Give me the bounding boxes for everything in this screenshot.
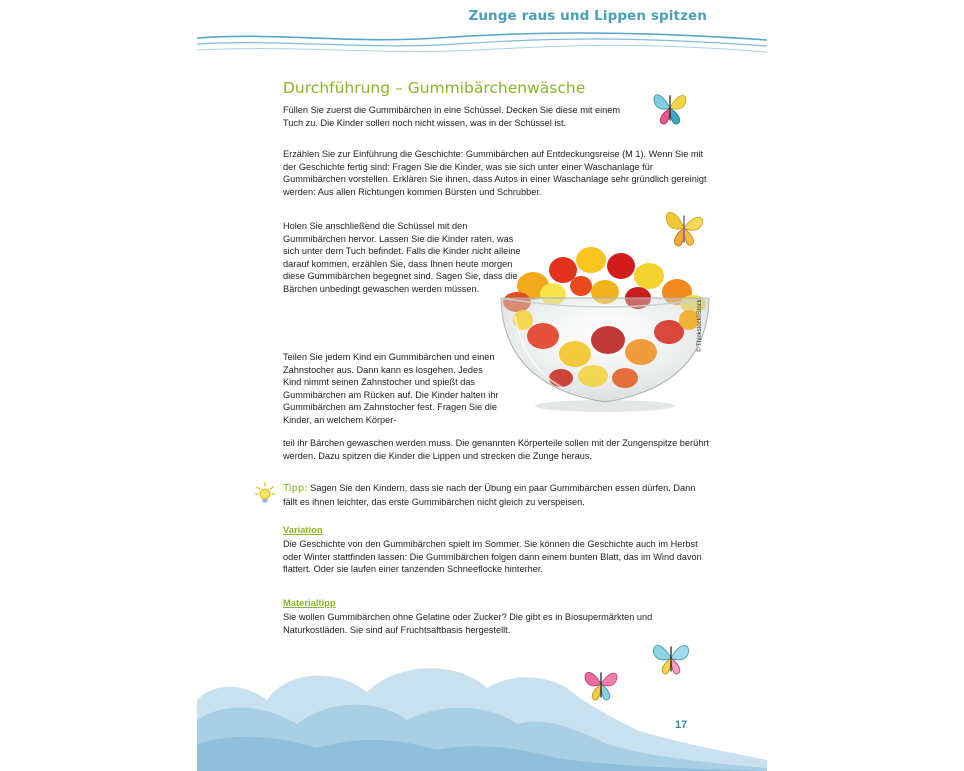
paragraph-reveal: Holen Sie anschließend die Schüssel mit den Gummibärchen hervor. Lassen Sie die Kinder raten, was sich unter dem Tuch befindet. Falls die Kinder nicht alleine darauf kommen, erzählen Sie, dass Ihnen heute morgen diese Gummibärchen begegnet sind. Sagen Sie, dass die Bärchen unbedingt gewaschen werden müssen. xyxy=(283,221,521,294)
running-header: Zunge raus und Lippen spitzen xyxy=(468,8,707,24)
paragraph-intro: Füllen Sie zuerst die Gummibärchen in eine Schüssel. Decken Sie diese mit einem Tuch zu. Die Kinder sollen noch nicht wissen, was in der Schüssel ist. xyxy=(283,105,621,128)
page-number: 17 xyxy=(675,719,688,731)
butterfly-icon xyxy=(661,206,707,250)
tip-label: Tipp: xyxy=(283,483,308,494)
tip-text: Sagen Sie den Kindern, dass sie nach der Übung ein paar Gummibärchen essen dürfen. Dann fällt es ihnen leichter, das erste Gummibärchen nicht gleich zu verspeisen. xyxy=(283,483,696,507)
gummy-bear-bowl-photo xyxy=(493,236,715,414)
photo-credit: © Thinkstock/iStock xyxy=(697,299,703,352)
tip-paragraph xyxy=(283,482,709,508)
watercolor-clouds xyxy=(197,640,767,771)
header-waves xyxy=(197,26,767,58)
paragraph-hand-out: Teilen Sie jedem Kind ein Gummibärchen und einen Zahnstocher aus. Dann kann es losgehen. Jedes Kind nimmt seinen Zahnstocher und spießt das Gummibärchen am Rücken auf. Die Kinder halten ihr Gummibärchen am Zahnstocher fest. Fragen Sie die Kinder, an welchem Körper- xyxy=(283,352,499,425)
book-page xyxy=(197,0,767,771)
variation-text: Die Geschichte von den Gummibärchen spielt im Sommer. Sie können die Geschichte auch im Herbst oder Winter stattfinden lassen: Die Gummibärchen folgen dann einem bunten Blatt, das im Wind davon flattert. Oder sie laufen einer tanzenden Schneeflocke hinterher. xyxy=(283,539,702,575)
section-title: Durchführung – Gummibärchenwäsche xyxy=(283,79,586,97)
paragraph-wash: teil ihr Bärchen gewaschen werden muss. Die genannten Körperteile sollen mit der Zungenspitze berührt werden. Dazu spitzen die Kinder die Lippen und strecken die Zunge heraus. xyxy=(283,438,709,461)
butterfly-icon xyxy=(649,88,691,128)
materialtipp-heading: Materialtipp xyxy=(283,597,336,608)
materialtipp-text: Sie wollen Gummibärchen ohne Gelatine oder Zucker? Die gibt es in Biosupermärkten und Naturkostläden. Sie sind auf Fruchtsaftbasis hergestellt. xyxy=(283,612,653,635)
lightbulb-icon xyxy=(255,482,275,506)
paragraph-story: Erzählen Sie zur Einführung die Geschichte: Gummibärchen auf Entdeckungsreise (M 1). Wenn Sie mit der Geschichte fertig sind: Fragen Sie die Kinder, was sie sich unter einer Waschanlage für Gummibärchen vorstellen. Erklären Sie ihnen, dass Autos in einer Waschanlage sehr gründlich gereinigt werden: Aus allen Richtungen kommen Bürsten und Schrubber. xyxy=(283,149,707,197)
variation-heading: Variation xyxy=(283,524,323,535)
